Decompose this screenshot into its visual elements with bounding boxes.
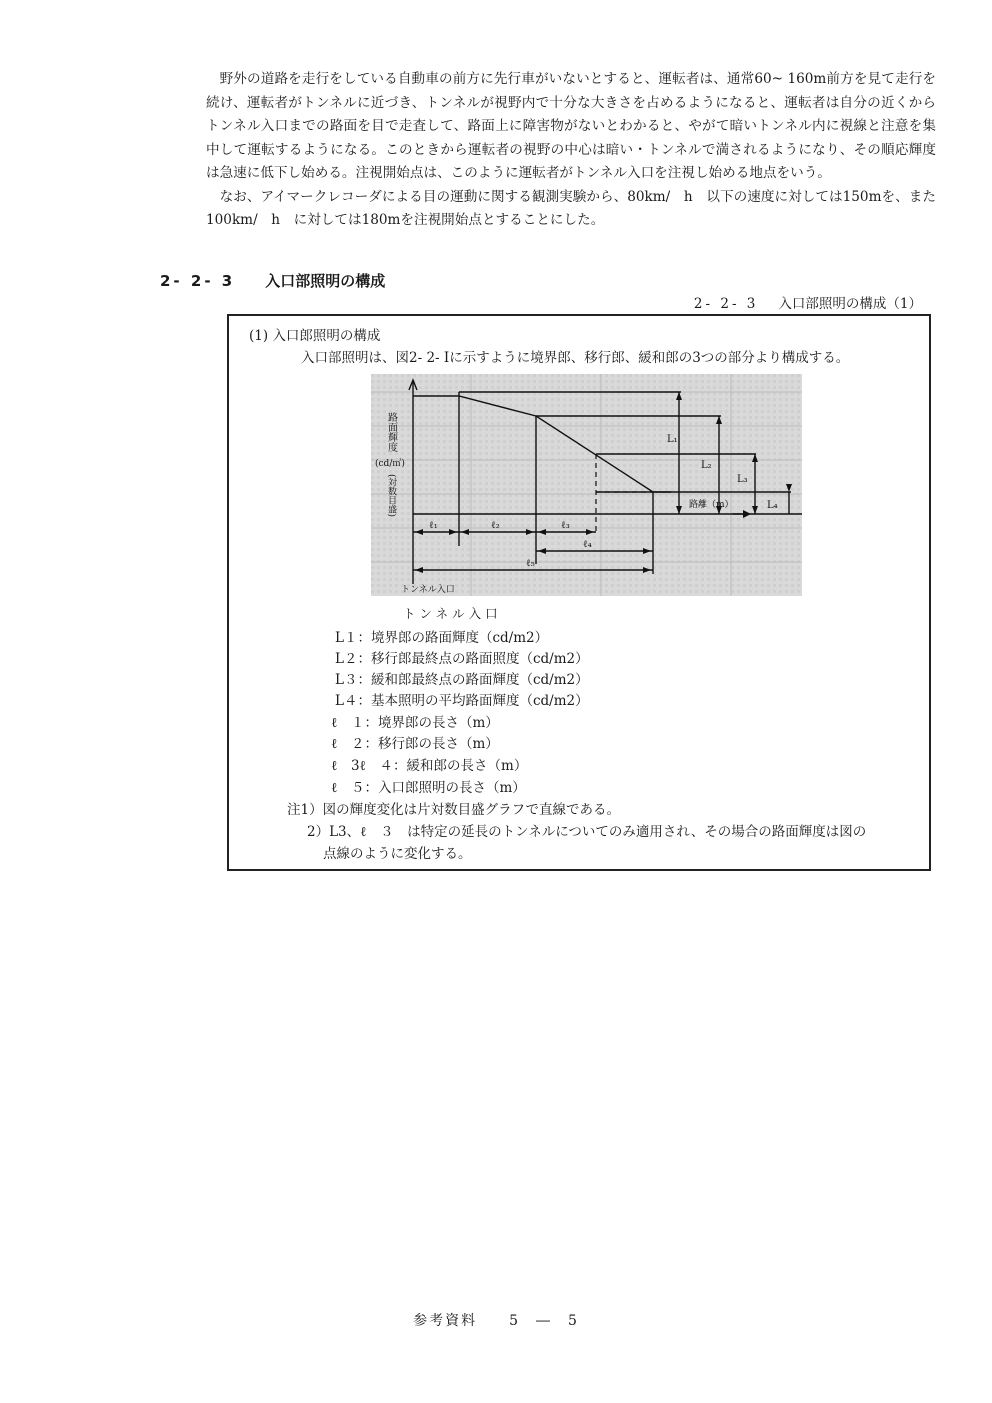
right-section-number: 2- 2- 3 bbox=[693, 296, 759, 312]
intro-paragraph-2: なお、アイマークレコーダによる目の運動に関する観測実験から、80km/ h 以下の速度に対しては150mを、また100km/ h に対しては180mを注視開始点とすることにした。 bbox=[206, 188, 936, 228]
page-footer bbox=[0, 1310, 992, 1330]
label-l2: ℓ₂ bbox=[491, 520, 500, 531]
legend-L3: L３：緩和郎最終点の路面輝度（cd/m2） bbox=[335, 672, 589, 688]
y-scale: (対数目盛) bbox=[386, 474, 396, 518]
section-title: 入口部照明の構成 bbox=[265, 272, 386, 290]
section-heading bbox=[160, 270, 385, 291]
legend-L2: L２：移行郎最終点の路面照度（cd/m2） bbox=[335, 651, 589, 667]
entrance-lighting-figure bbox=[371, 374, 802, 596]
label-L2: L₂ bbox=[701, 460, 712, 471]
y-unit: (cd/㎡) bbox=[375, 459, 405, 469]
footer-page: 5 ― 5 bbox=[509, 1313, 579, 1329]
label-L4: L₄ bbox=[767, 500, 778, 511]
right-section-label bbox=[694, 292, 922, 312]
y-label: 路面輝度 bbox=[385, 412, 397, 452]
intro-paragraph-1: 野外の道路を走行をしている自動車の前方に先行車がいないとすると、運転者は、通常60~ 160m前方を見て走行を続け、運転者がトンネルに近づき、トンネルが視野内で十分な大きさを占めるようになると、運転者は自分の近くからトンネル入口までの路面を目で走査して、路面上に障害物がないとわかると、やがて暗いトンネル内に視線と注意を集中して運転するようになる。このときから運転者の視野の中心は暗い・トンネルで満されるようになり、その順応輝度は急速に低下し始める。注視開始点は、このように運転者がトンネル入口を注視し始める地点をいう。 bbox=[206, 71, 936, 181]
note-2-line-1: 2）L3、ℓ ３ は特定の延長のトンネルについてのみ適用され、その場合の路面輝度は図の bbox=[307, 824, 867, 840]
section-number: 2- 2- 3 bbox=[160, 272, 236, 290]
footer-label: 参考資料 bbox=[413, 1313, 478, 1329]
label-l4: ℓ₄ bbox=[583, 539, 592, 550]
scan-background bbox=[371, 374, 802, 596]
label-L1: L₁ bbox=[667, 434, 678, 445]
note-2-line-2: 点線のように変化する。 bbox=[323, 846, 472, 862]
legend-l3-l4: ℓ 3ℓ ４：緩和郎の長さ（m） bbox=[331, 758, 528, 774]
legend-l5: ℓ ５：入口郎照明の長さ（m） bbox=[331, 780, 526, 796]
box-heading: (1) 入口郎照明の構成 bbox=[249, 328, 381, 344]
figure-caption: トンネル入口 bbox=[403, 606, 502, 621]
tunnel-entrance-label: トンネル入口 bbox=[401, 585, 455, 595]
label-l3: ℓ₃ bbox=[561, 520, 570, 531]
figure-box bbox=[227, 314, 931, 871]
label-l1: ℓ₁ bbox=[429, 520, 438, 531]
intro-text bbox=[206, 68, 936, 233]
box-intro: 入口部照明は、図2- 2- Ⅰに示すように境界郎、移行郎、緩和郎の3つの部分より構成する。 bbox=[301, 350, 850, 366]
legend-L1: L１：境界郎の路面輝度（cd/m2） bbox=[335, 630, 549, 646]
note-1: 注1）図の輝度変化は片対数目盛グラフで直線である。 bbox=[287, 802, 620, 818]
legend-l2: ℓ ２：移行郎の長さ（m） bbox=[331, 736, 499, 752]
legend-L4: L４：基本照明の平均路面輝度（cd/m2） bbox=[335, 693, 589, 709]
legend-l1: ℓ １：境界郎の長さ（m） bbox=[331, 715, 499, 731]
right-section-title: 入口部照明の構成（1） bbox=[778, 296, 922, 312]
x-label: 路離（m） bbox=[689, 500, 734, 510]
label-l5: ℓ₅ bbox=[526, 558, 535, 569]
label-L3: L₃ bbox=[737, 474, 748, 485]
